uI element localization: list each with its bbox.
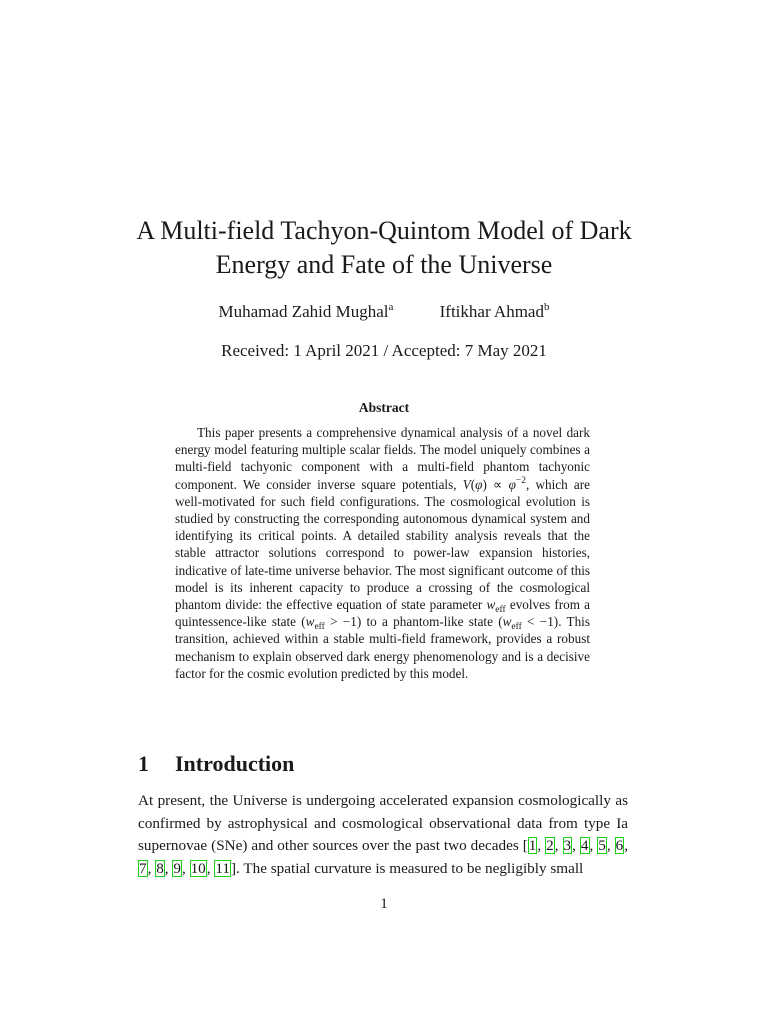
citation-link-1[interactable]: 1 xyxy=(528,837,537,855)
author-2-name: Iftikhar Ahmad xyxy=(439,302,544,321)
author-1-name: Muhamad Zahid Mughal xyxy=(218,302,389,321)
citation-link-2[interactable]: 2 xyxy=(546,837,554,855)
abstract-condition-1: > −1) to a phantom-like state ( xyxy=(324,614,503,630)
page-number: 1 xyxy=(380,896,388,912)
introduction-text xyxy=(138,790,628,880)
paper-title-line-2: Energy and Fate of the Universe xyxy=(215,250,553,279)
paper-title xyxy=(0,214,768,282)
citation-link-3[interactable]: 3 xyxy=(563,837,572,855)
abstract-text-part-1: This paper presents a comprehensive dynamical analysis of a novel dark energy model featuring multiple scalar fields. The model uniquely combines a multi-field tachyonic component with a multi-field phantom tachyonic component. We consider inverse square potentials, xyxy=(175,425,590,492)
citation-separator: , xyxy=(537,837,546,855)
w-eff-symbol-2 xyxy=(305,614,325,633)
w-subscript-2: eff xyxy=(314,622,325,633)
w-eff-symbol-3 xyxy=(502,614,522,633)
author-2 xyxy=(440,300,550,324)
w-symbol-3: w xyxy=(502,614,512,630)
proportional-to: ) ∝ xyxy=(482,476,509,492)
abstract-text xyxy=(175,424,590,682)
author-1-affiliation-mark: a xyxy=(388,301,394,313)
w-symbol-2: w xyxy=(305,614,315,630)
w-symbol: w xyxy=(486,597,496,613)
w-eff-symbol xyxy=(486,597,506,616)
potential-exponent: −2 xyxy=(515,475,527,486)
citation-link-11[interactable]: 11 xyxy=(215,859,230,877)
citation-separator: , xyxy=(164,859,173,877)
author-1 xyxy=(219,300,394,324)
citation-separator: , xyxy=(147,859,156,877)
abstract-text-part-2: , which are well-motivated for such field configurations. The cosmological evolution is studied by constructing the corresponding autonomous dynamical system and identifying its critical points. A detailed stability analysis reveals that the stable attractor solutions correspond to power-law expansion histories, indicative of late-time universe behavior. The most significant outcome of this model is its inherent capacity to produce a crossing of the cosmological phantom divide: the effective equation of state parameter xyxy=(175,476,591,613)
phi-symbol: φ xyxy=(475,476,483,492)
publication-dates: Received: 1 April 2021 / Accepted: 7 May 2021 xyxy=(221,341,547,360)
author-list xyxy=(0,300,768,324)
w-subscript-3: eff xyxy=(511,622,522,633)
citation-separator: , xyxy=(589,837,598,855)
section-title: Introduction xyxy=(175,751,295,776)
citation-link-10[interactable]: 10 xyxy=(190,859,206,877)
paper-title-line-1: A Multi-field Tachyon-Quintom Model of Dark xyxy=(136,216,632,245)
w-subscript: eff xyxy=(495,605,506,616)
citation-separator: , xyxy=(554,837,563,855)
citation-link-8[interactable]: 8 xyxy=(156,859,164,877)
citation-separator: , xyxy=(624,837,629,855)
abstract-text-part-3: evolves from a quintessence-like state ( xyxy=(175,597,590,630)
abstract-condition-2: < −1). This transition, achieved within a stable multi-field framework, provides a robust mechanism to explain observed dark energy phenomenology and is a decisive factor for the cosmic evolution predicted by this model. xyxy=(175,614,590,681)
citation-link-5[interactable]: 5 xyxy=(598,837,606,855)
abstract-heading: Abstract xyxy=(358,400,410,415)
potential-symbol: V xyxy=(462,476,471,492)
potential-open-paren: ( xyxy=(470,476,476,492)
citation-separator: , xyxy=(181,859,190,877)
introduction-heading xyxy=(138,749,294,779)
citation-link-4[interactable]: 4 xyxy=(580,837,589,855)
citation-separator: , xyxy=(572,837,580,855)
section-number: 1 xyxy=(138,751,149,776)
introduction-text-part-1: At present, the Universe is undergoing accelerated expansion cosmologically as confirmed by astrophysical and cosmological observational data from type Ia supernovae (SNe) and other sources over the past two decades [ xyxy=(138,792,628,855)
citation-link-7[interactable]: 7 xyxy=(139,859,147,877)
author-2-affiliation-mark: b xyxy=(543,301,550,313)
citation-separator: , xyxy=(206,859,215,877)
citation-separator: , xyxy=(606,837,615,855)
phi-symbol-2: φ xyxy=(508,476,516,492)
citation-link-6[interactable]: 6 xyxy=(615,837,624,855)
citation-link-9[interactable]: 9 xyxy=(173,859,181,877)
introduction-text-part-2: ]. The spatial curvature is measured to be negligibly small xyxy=(230,859,584,877)
